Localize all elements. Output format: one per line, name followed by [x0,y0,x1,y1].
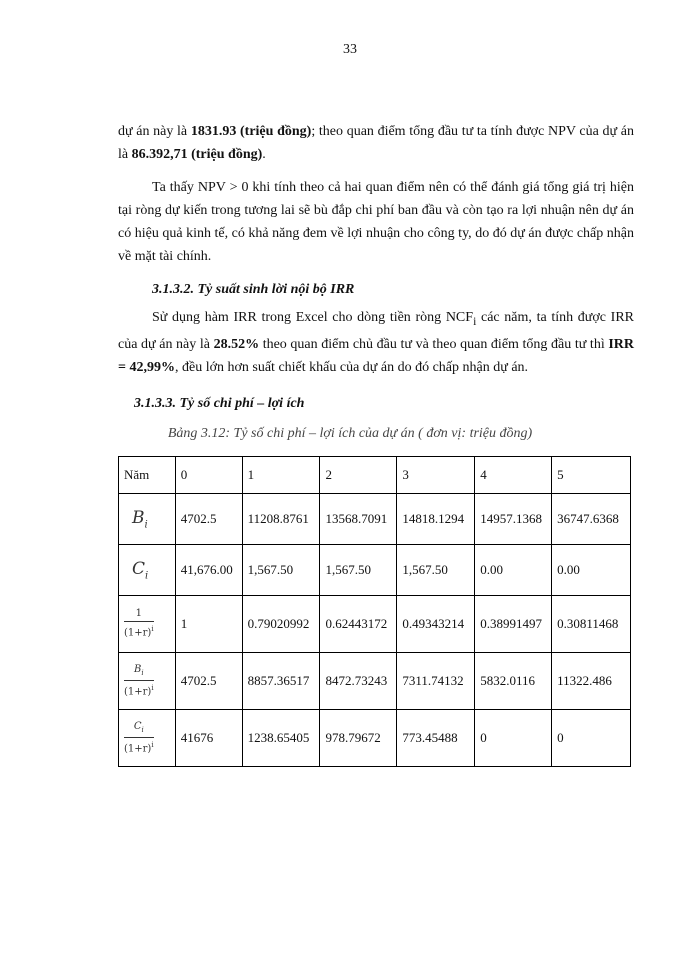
table-row [119,545,631,596]
header-year: 0 [175,457,242,494]
npv-result-paragraph [118,120,634,166]
table-row [119,653,631,710]
fraction-numerator: B [133,663,142,675]
text: ; theo quan điểm tổng đầu tư ta tính được NPV của dự án là [118,124,634,162]
table-cell: 1238.65405 [242,710,320,767]
table-cell: 0 [475,710,552,767]
text: theo quan điểm chủ đầu tư và theo quan điểm tổng đầu tư thì [259,336,609,352]
text: Sử dụng hàm IRR trong Excel cho dòng tiền ròng NCF [152,310,474,325]
table-cell: 13568.7091 [320,494,397,545]
row-label-cost [119,545,176,596]
subscript: i [473,314,477,328]
table-cell: 1,567.50 [397,545,475,596]
header-label: Năm [119,457,176,494]
subscript: i [144,519,148,531]
table-cell: 14818.1294 [397,494,475,545]
row-label-discounted-benefit [119,653,176,710]
table-cell: 0.49343214 [397,596,475,653]
superscript: i [151,683,154,692]
table-cell: 41,676.00 [175,545,242,596]
table-cell: 4702.5 [175,494,242,545]
subscript: i [145,570,149,582]
table-cell: 1,567.50 [242,545,320,596]
subscript: i [141,668,144,677]
table-cell: 1 [175,596,242,653]
irr-paragraph [118,306,634,379]
row-label-benefit [119,494,176,545]
table-cell: 773.45488 [397,710,475,767]
fraction-numerator: 1 [124,608,154,622]
row-label-discount-factor [119,596,176,653]
table-cell: 0.30811468 [552,596,631,653]
fraction-denominator: (1+r) [124,743,152,755]
table-header-row [119,457,631,494]
benefit-symbol: B [132,507,145,528]
table-cell: 41676 [175,710,242,767]
subscript: i [141,725,144,734]
page-number: 33 [343,42,357,57]
superscript: i [151,740,154,749]
irr-owner-value: 28.52% [213,336,260,352]
table-cell: 4702.5 [175,653,242,710]
table-cell: 1,567.50 [320,545,397,596]
table-cell: 8472.73243 [320,653,397,710]
table-cell: 36747.6368 [552,494,631,545]
benefit-cost-table [118,456,631,767]
table-cell: 14957.1368 [475,494,552,545]
table-caption: Bảng 3.12: Tỷ số chi phí – lợi ích của dự án ( đơn vị: triệu đồng) [167,426,533,441]
table-cell: 11208.8761 [242,494,320,545]
table-cell: 11322.486 [552,653,631,710]
text: , đều lớn hơn suất chiết khấu của dự án do đó chấp nhận dự án. [174,359,529,375]
cost-symbol: C [132,558,146,579]
table-cell: 0.38991497 [475,596,552,653]
table-row [119,710,631,767]
fraction-numerator: C [133,720,142,732]
text: dự án này là [118,124,191,139]
header-year: 4 [475,457,552,494]
text: các năm, ta tính được IRR của dự án này là [118,310,635,352]
table-cell: 7311.74132 [397,653,475,710]
fraction-denominator: (1+r) [124,686,152,698]
text: . [262,147,266,162]
row-label-discounted-cost [119,710,176,767]
header-year: 5 [552,457,631,494]
npv-owner-value: 1831.93 (triệu đồng) [190,124,312,139]
table-cell: 0 [552,710,631,767]
header-year: 3 [397,457,475,494]
table-cell: 8857.36517 [242,653,320,710]
table-cell: 0.00 [475,545,552,596]
fraction-denominator: (1+r) [124,627,152,639]
table-cell: 0.00 [552,545,631,596]
table-cell: 5832.0116 [475,653,552,710]
irr-total-value: IRR = 42,99% [118,336,634,375]
table-row [119,494,631,545]
benefit-cost-heading: 3.1.3.3. Tỷ số chi phí – lợi ích [134,396,305,411]
table-row [119,596,631,653]
header-year: 2 [320,457,397,494]
npv-conclusion-paragraph: Ta thấy NPV > 0 khi tính theo cả hai quan điểm nên có thể đánh giá tổng giá trị hiện tại ròng dự kiến trong tương lai sẽ bù đắp chi phí ban đầu và còn tạo ra lợi nhuận nên dự án có hiệu quả kinh tế, có khả năng đem về lợi nhuận cho công ty, do đó dự án được chấp nhận về mặt tài chính. [118,180,634,264]
header-year: 1 [242,457,320,494]
table-cell: 0.62443172 [320,596,397,653]
superscript: i [151,625,154,634]
npv-total-value: 86.392,71 (triệu đồng) [131,147,263,162]
table-cell: 978.79672 [320,710,397,767]
irr-heading: 3.1.3.2. Tỷ suất sinh lời nội bộ IRR [152,282,355,297]
table-cell: 0.79020992 [242,596,320,653]
